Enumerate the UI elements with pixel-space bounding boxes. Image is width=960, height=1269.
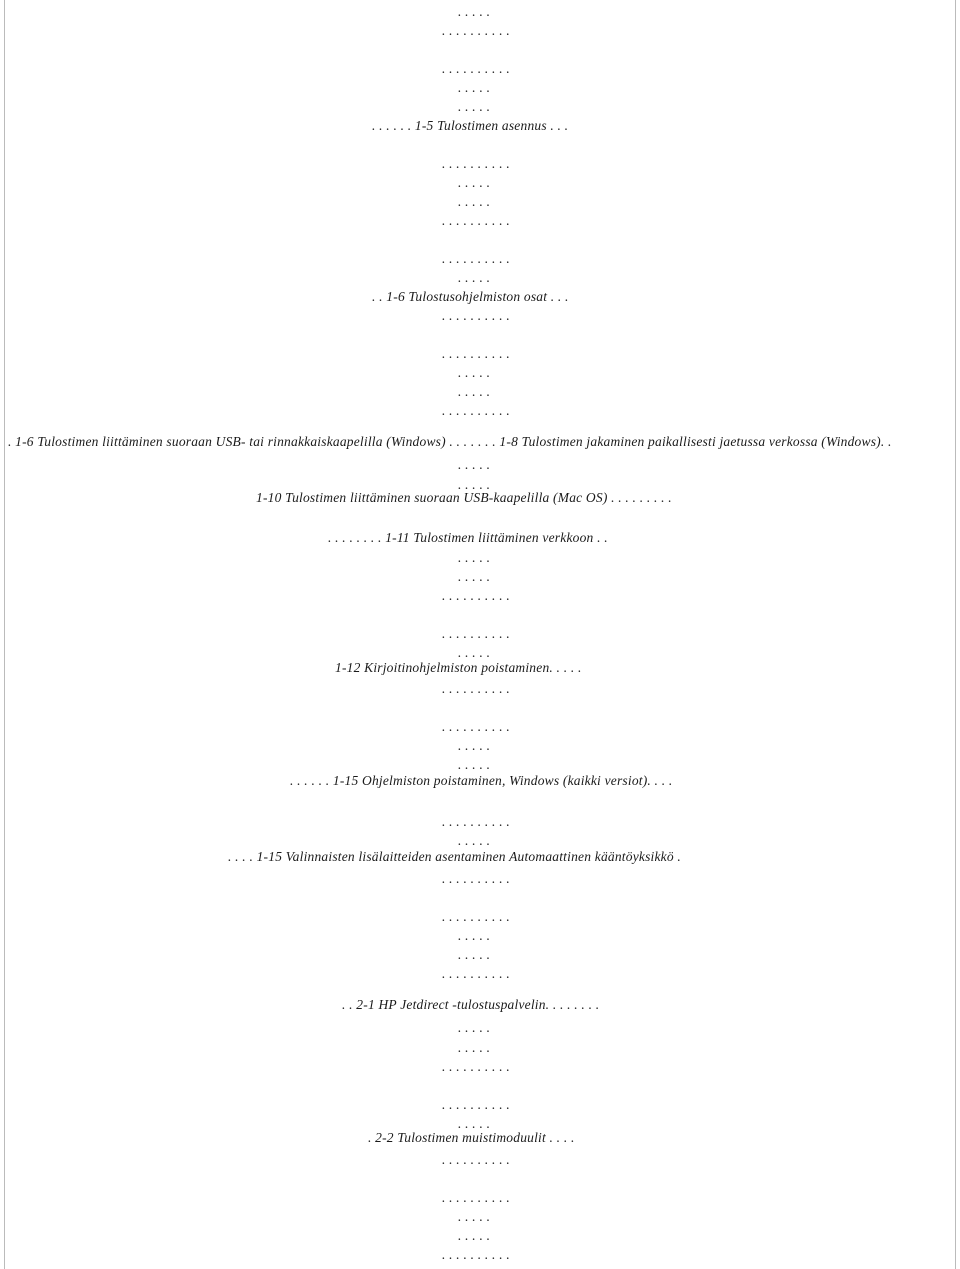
toc-entry-2-2[interactable]: . 2-2 Tulostimen muistimoduulit . . . . — [368, 1130, 575, 1145]
toc-line: . . . . . . . . . . — [442, 966, 510, 981]
toc-line: . . . . . — [458, 1040, 491, 1055]
toc-line: . . . . . — [458, 477, 491, 492]
toc-line: . . . . . . . . . . — [442, 909, 510, 924]
toc-line: . . . . . — [458, 928, 491, 943]
toc-line: . . . . . . . . . . — [442, 403, 510, 418]
toc-line: . . . . . . . . . . — [442, 346, 510, 361]
toc-entry-1-15-uninstall[interactable]: . . . . . . 1-15 Ohjelmiston poistaminen, Windows (kaikki versiot). . . . — [290, 773, 673, 788]
toc-line: . . . . . . . . . . — [442, 213, 510, 228]
toc-entry-1-11[interactable]: . . . . . . . . 1-11 Tulostimen liittäminen verkkoon . . — [328, 530, 608, 545]
toc-line: . . . . . . . . . . — [442, 308, 510, 323]
toc-line: . . . . . — [458, 4, 491, 19]
toc-line: . . . . . — [458, 757, 491, 772]
toc-line: . . . . . — [458, 738, 491, 753]
toc-line: . . . . . . . . . . — [442, 1190, 510, 1205]
toc-line: . . . . . — [458, 80, 491, 95]
toc-line: . . . . . . . . . . — [442, 626, 510, 641]
toc-entry-2-1[interactable]: . . 2-1 HP Jetdirect -tulostuspalvelin. . . . . . . . — [342, 997, 600, 1012]
toc-line: . . . . . — [458, 833, 491, 848]
toc-line: . . . . . . . . . . — [442, 1059, 510, 1074]
toc-entry-1-6-1-8[interactable]: . 1-6 Tulostimen liittäminen suoraan USB- tai rinnakkaiskaapelilla (Windows) . . . . . . . 1-8 Tulostimen jakaminen paikallisesti jaetussa verkossa (Windows). . — [8, 434, 892, 449]
toc-line: . . . . . . . . . . — [442, 681, 510, 696]
toc-line: . . . . . . . . . . — [442, 719, 510, 734]
toc-line: . . . . . . . . . . — [442, 23, 510, 38]
toc-line: . . . . . — [458, 99, 491, 114]
toc-line: . . . . . . . . . . — [442, 1247, 510, 1262]
toc-entry-1-6-software[interactable]: . . 1-6 Tulostusohjelmiston osat . . . — [372, 289, 569, 304]
toc-line: . . . . . — [458, 175, 491, 190]
toc-line: . . . . . . . . . . — [442, 61, 510, 76]
toc-entry-1-12[interactable]: 1-12 Kirjoitinohjelmiston poistaminen. . . . . — [335, 660, 582, 675]
toc-line: . . . . . . . . . . — [442, 1097, 510, 1112]
toc-line: . . . . . . . . . . — [442, 251, 510, 266]
toc-line: . . . . . — [458, 1228, 491, 1243]
toc-line: . . . . . — [458, 270, 491, 285]
toc-line: . . . . . — [458, 365, 491, 380]
toc-line: . . . . . . . . . . — [442, 814, 510, 829]
toc-line: . . . . . — [458, 947, 491, 962]
toc-entry-1-15-accessories[interactable]: . . . . 1-15 Valinnaisten lisälaitteiden asentaminen Automaattinen kääntöyksikkö . — [228, 849, 681, 864]
toc-line: . . . . . — [458, 645, 491, 660]
toc-line: . . . . . — [458, 194, 491, 209]
toc-line: . . . . . . . . . . — [442, 156, 510, 171]
toc-line: . . . . . . . . . . — [442, 1152, 510, 1167]
toc-line: . . . . . . . . . . — [442, 871, 510, 886]
toc-line: . . . . . . . . . . — [442, 588, 510, 603]
toc-entry-1-10[interactable]: 1-10 Tulostimen liittäminen suoraan USB-kaapelilla (Mac OS) . . . . . . . . . — [256, 490, 672, 505]
toc-line: . . . . . — [458, 550, 491, 565]
toc-line: . . . . . — [458, 1020, 491, 1035]
toc-line: . . . . . — [458, 1116, 491, 1131]
toc-entry-1-5[interactable]: . . . . . . 1-5 Tulostimen asennus . . . — [372, 118, 569, 133]
toc-line: . . . . . — [458, 384, 491, 399]
toc-line: . . . . . — [458, 457, 491, 472]
toc-line: . . . . . — [458, 569, 491, 584]
toc-line: . . . . . — [458, 1209, 491, 1224]
